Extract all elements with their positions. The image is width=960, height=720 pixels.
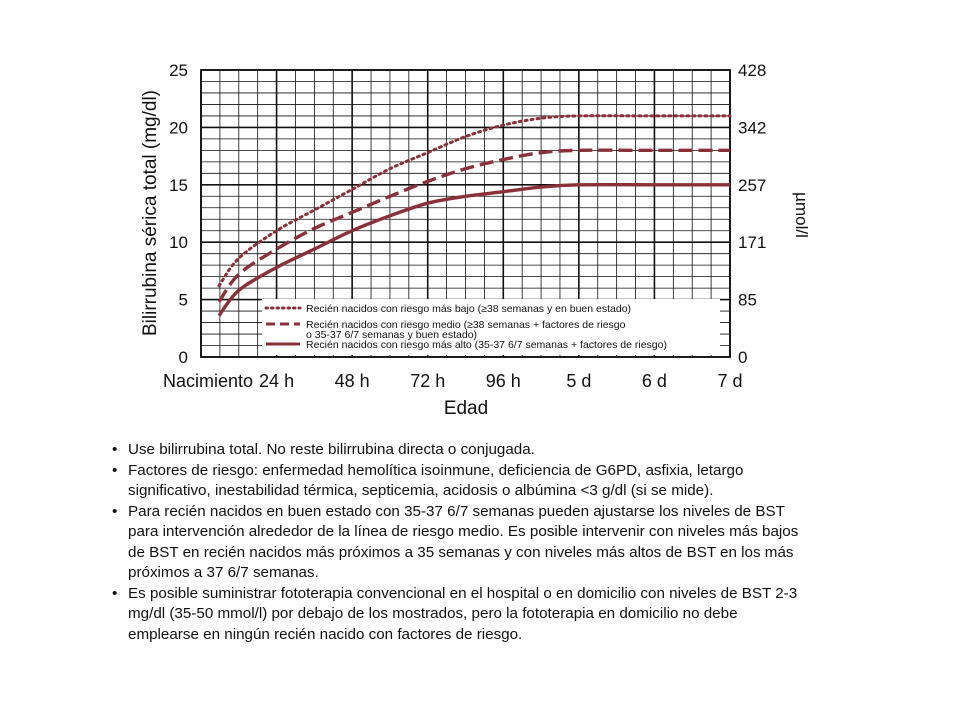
x-axis-title: Edad [443,398,489,419]
x-tick-label: 96 h [485,371,521,391]
chart-legend [262,299,720,355]
y-right-tick-label: 85 [738,290,757,310]
y-axis-title: Bilirrubina sérica total (mg/dl) [140,89,161,337]
note-text: Factores de riesgo: enfermedad hemolítica isoinmune, deficiencia de G6PD, asfixia, letargo significativo, inestabilidad térmica, septicemia, acidosis o albúmina <3 g/dl (si se mide). [128,461,744,499]
y-right-axis-title: µmol/l [792,192,811,238]
y-right-tick-label: 0 [738,348,748,367]
note-item [112,461,812,502]
x-tick-label: 48 h [334,371,370,391]
bullet-icon: • [112,584,118,602]
bullet-icon: • [112,502,118,520]
note-item [112,502,812,584]
y-tick-label: 5 [178,290,188,310]
y-tick-label: 25 [169,61,188,80]
bullet-icon: • [112,441,118,458]
note-text: Use bilirrubina total. No reste bilirrubina directa o conjugada. [128,441,535,458]
x-tick-label: 6 d [641,371,667,391]
bullet-icon: • [112,461,118,479]
y-tick-label: 0 [178,348,188,367]
x-tick-label: 72 h [410,371,446,391]
x-tick-label: 24 h [259,371,295,391]
notes-list [112,440,812,645]
y-tick-label: 20 [169,118,188,138]
x-tick-label: 5 d [566,371,592,391]
y-right-tick-label: 171 [738,233,767,253]
x-tick-label: Nacimiento [162,371,253,391]
x-tick-label: 7 d [717,371,743,391]
legend-label: Recién nacidos con riesgo más alto (35-37 6/7 semanas + factores de riesgo) [306,339,667,351]
legend-label: Recién nacidos con riesgo más bajo (≥38 semanas y en buen estado) [306,303,632,315]
y-tick-label: 15 [169,175,188,195]
y-right-tick-label: 428 [738,61,767,80]
note-item [112,584,812,646]
y-right-tick-label: 342 [738,118,767,138]
note-item [112,440,812,461]
legend-label: Recién nacidos con riesgo medio (≥38 semanas + factores de riesgo o 35-37 6/7 semanas y buen estado) [306,319,626,341]
y-right-tick-label: 257 [738,175,767,195]
note-text: Es posible suministrar fototerapia convencional en el hospital o en domicilio con niveles de BST 2-3 mg/dl (35-50 mmol/l) por debajo de los mostrados, pero la fototerapia en domicilio no debe emplearse en ningún recién nacido con factores de riesgo. [128,584,798,643]
note-text: Para recién nacidos en buen estado con 35-37 6/7 semanas pueden ajustarse los niveles de BST para intervención alrededor de la línea de riesgo medio. Es posible intervenir con niveles más bajos de BST en recién nacidos más próximos a 35 semanas y con niveles más altos de BST en los más próximos a 37 6/7 semanas. [128,502,799,581]
y-tick-label: 10 [169,233,188,253]
